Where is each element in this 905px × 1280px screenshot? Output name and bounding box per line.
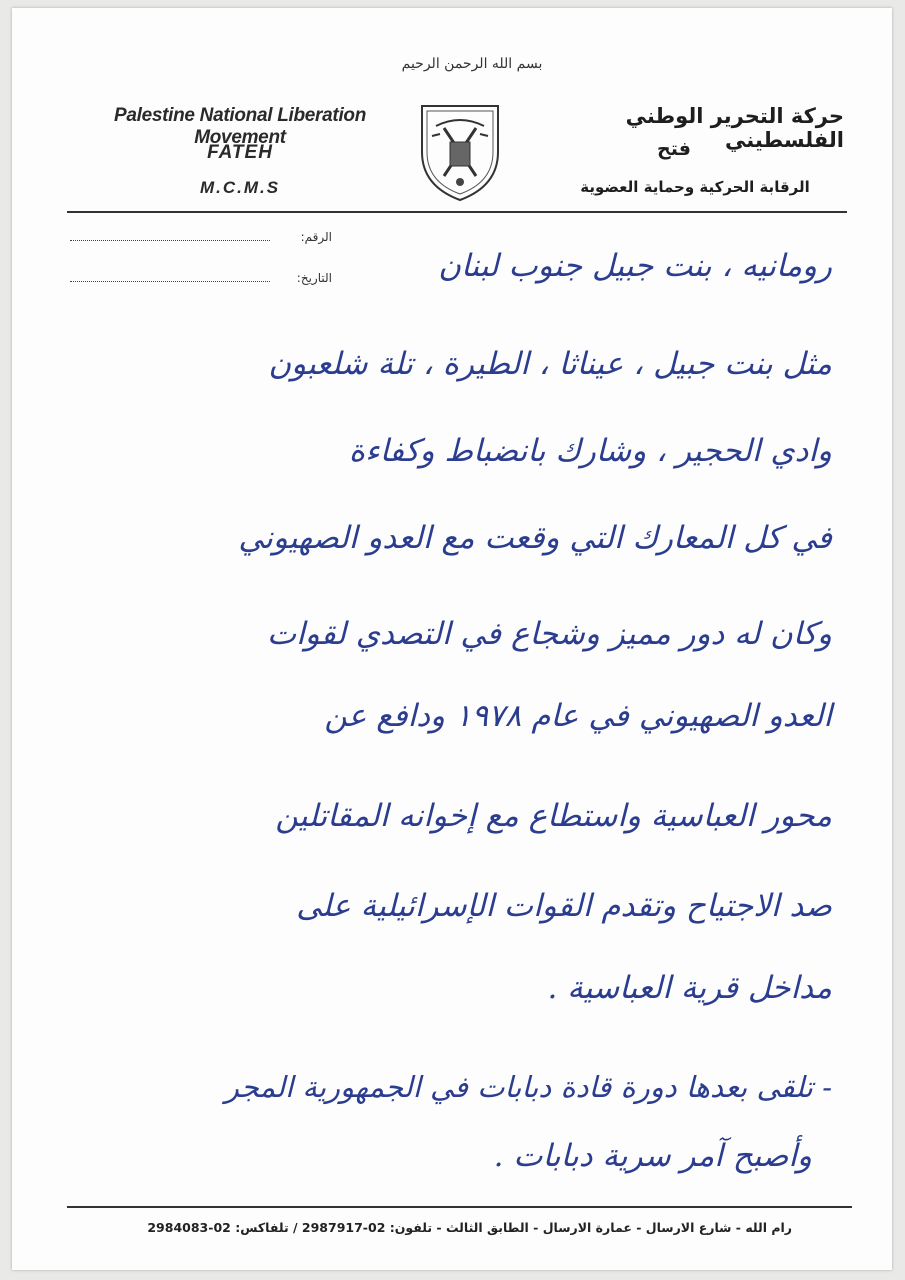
org-short-english: FATEH	[207, 142, 273, 163]
handwritten-line: رومانيه ، بنت جبيل جنوب لبنان	[438, 248, 832, 284]
handwritten-line: وادي الحجير ، وشارك بانضباط وكفاءة	[348, 433, 832, 469]
header-divider	[67, 211, 847, 213]
footer-address: رام الله - شارع الارسال - عمارة الارسال - الطابق الثالث - تلفون: 02-2987917 / تلفاكس: 02-2984083	[147, 1220, 792, 1235]
org-name-english: Palestine National Liberation Movement	[113, 105, 367, 148]
fateh-emblem-logo	[414, 96, 506, 204]
footer-divider	[67, 1206, 852, 1208]
handwritten-line: محور العباسية واستطاع مع إخوانه المقاتلين	[275, 798, 832, 834]
number-label: الرقم:	[300, 230, 332, 244]
handwritten-line: وأصبح آمر سرية دبابات .	[493, 1138, 812, 1174]
letter-sheet	[12, 8, 892, 1270]
org-name-arabic: حركة التحرير الوطني الفلسطيني	[625, 104, 844, 152]
date-field-line	[70, 281, 270, 282]
handwritten-line: - تلقى بعدها دورة قادة دبابات في الجمهورية المجر	[224, 1070, 832, 1104]
handwritten-line: مثل بنت جبيل ، عيناثا ، الطيرة ، تلة شلعبون	[268, 346, 832, 382]
handwritten-line: في كل المعارك التي وقعت مع العدو الصهيوني	[238, 520, 832, 556]
basmala: بسم الله الرحمن الرحيم	[401, 56, 543, 72]
handwritten-line: مداخل قرية العباسية .	[547, 970, 832, 1006]
org-short-arabic: فتح	[657, 138, 691, 160]
handwritten-line: صد الاجتياح وتقدم القوات الإسرائيلية على	[296, 888, 832, 924]
date-label: التاريخ:	[296, 271, 332, 285]
handwritten-line: وكان له دور مميز وشجاع في التصدي لقوات	[266, 616, 832, 652]
number-field-line	[70, 240, 270, 241]
handwritten-line: العدو الصهيوني في عام ١٩٧٨ ودافع عن	[324, 698, 832, 734]
dept-english: M.C.M.S	[199, 178, 281, 197]
dept-arabic: الرقابة الحركية وحماية العضوية	[580, 178, 810, 196]
